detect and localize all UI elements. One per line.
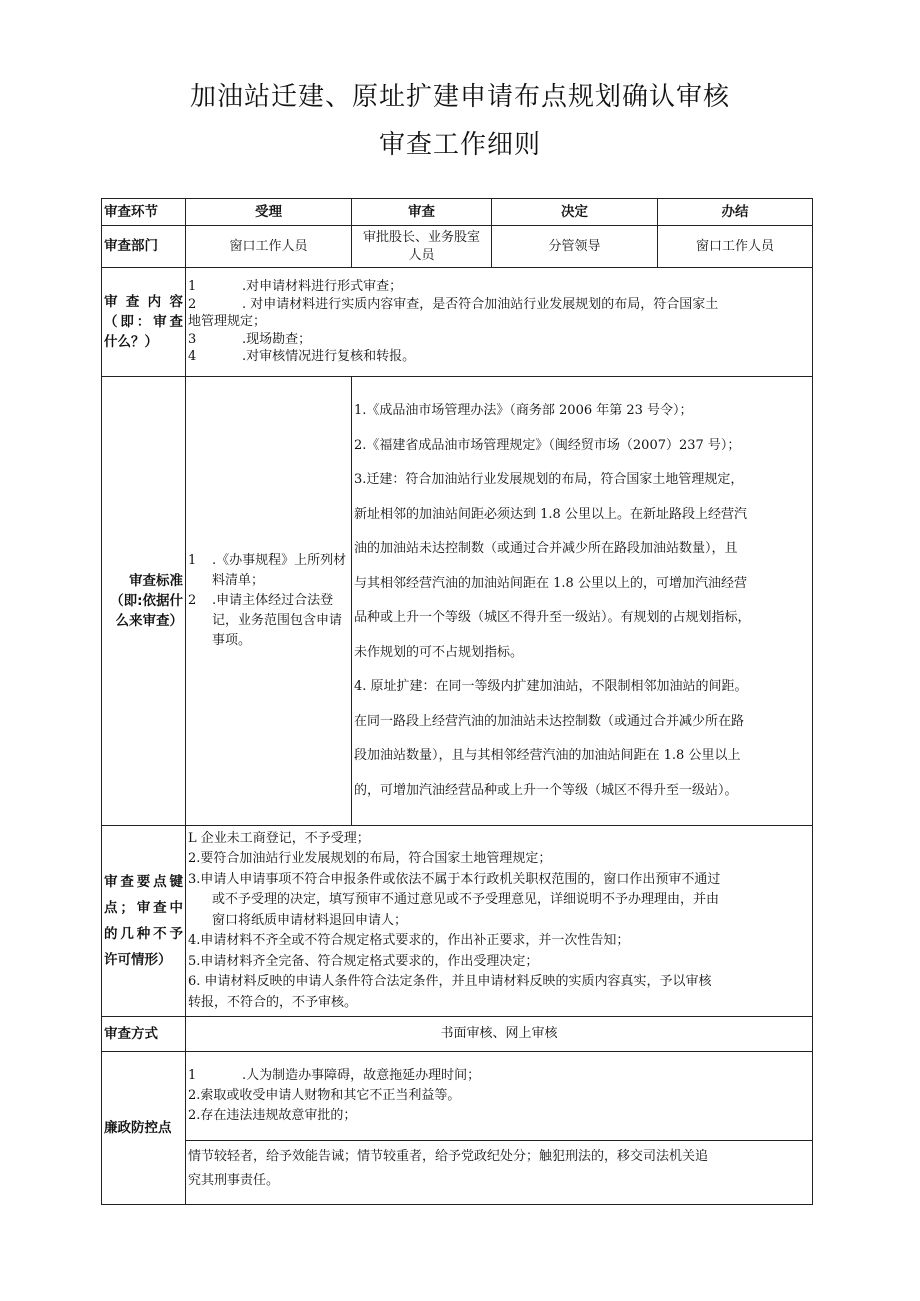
header-stage-label: 审查环节	[102, 199, 186, 226]
standard-label: 审查标准（即:依据什么来审查）	[102, 377, 186, 826]
content-item: 1 .对申请材料进行形式审查；	[188, 279, 403, 295]
keypoint-line: 5.申请材料齐全完备、符合规定格式要求的，作出受理决定；	[188, 953, 539, 969]
standard-left	[186, 377, 352, 826]
method-label: 审查方式	[102, 1017, 186, 1052]
standard-line: 4. 原址扩建：在同一等级内扩建加油站，不限制相邻加油站的间距。	[354, 679, 748, 694]
risk-line: 1 .人为制造办事障碍，故意拖延办理时间；	[188, 1068, 481, 1083]
standard-line: 品种或上升一个等级（城区不得升至一级站）。有规划的占规划指标，	[354, 610, 751, 625]
standard-line: 未作规划的可不占规划指标。	[354, 644, 524, 660]
keypoint-line: 窗口将纸质申请材料退回申请人；	[212, 912, 408, 928]
standard-line: 3.迁建：符合加油站行业发展规划的布局，符合国家土地管理规定，	[354, 472, 744, 487]
review-table	[101, 198, 813, 1205]
header-complete: 办结	[658, 199, 813, 226]
dept-label: 审查部门	[102, 226, 186, 268]
content-list	[186, 268, 813, 377]
header-decide: 决定	[492, 199, 658, 226]
risk-line: 2.存在违法违规故意审批的；	[188, 1108, 357, 1123]
keypoint-line: 2.要符合加油站行业发展规划的布局，符合国家土地管理规定；	[188, 851, 552, 867]
integrity-penalty	[186, 1141, 813, 1205]
content-item: 3 .现场勘查；	[188, 331, 312, 347]
keypoint-line: 或不予受理的决定，填写预审不通过意见或不予受理意见，详细说明不予办理理由，并由	[212, 892, 720, 908]
risk-line: 2.索取或收受申请人财物和其它不正当利益等。	[188, 1088, 461, 1103]
integrity-label: 廉政防控点	[102, 1052, 186, 1205]
penalty-line: 究其刑事责任。	[188, 1173, 280, 1188]
integrity-penalty-row	[102, 1141, 813, 1205]
content-item: 4 .对审核情况进行复核和转报。	[188, 349, 416, 365]
header-review: 审查	[352, 199, 492, 226]
dept-complete: 窗口工作人员	[658, 226, 813, 268]
method-row	[102, 1017, 813, 1052]
standard-line: 段加油站数量），且与其相邻经营汽油的加油站间距在 1.8 公里以上	[354, 748, 741, 763]
standard-line: 的，可增加汽油经营品种或上升一个等级（城区不得升至一级站）。	[354, 782, 738, 798]
integrity-risk-row	[102, 1052, 813, 1141]
header-row	[102, 199, 813, 226]
content-item: 2 . 对申请材料进行实质内容审查，是否符合加油站行业发展规划的布局，符合国家土	[188, 296, 719, 312]
standard-left-item: 2 .申请主体经过合法登记，业务范围包含申请事项。	[188, 593, 343, 648]
penalty-line: 情节较轻者，给予效能告诫；情节较重者，给予党政纪处分；触犯刑法的，移交司法机关追	[188, 1149, 709, 1164]
keypoint-line: 4.申请材料不齐全或不符合规定格式要求的，作出补正要求，并一次性告知；	[188, 933, 630, 949]
standard-line: 在同一路段上经营汽油的加油站未达控制数（或通过合并减少所在路	[354, 713, 745, 729]
keypoint-line: 3.申请人申请事项不符合申报条件或依法不属于本行政机关职权范围的，窗口作出预审不通过	[188, 871, 721, 887]
integrity-risks	[186, 1052, 813, 1141]
dept-row	[102, 226, 813, 268]
standard-line: 与其相邻经营汽油的加油站间距在 1.8 公里以上的，可增加汽油经营	[354, 575, 747, 591]
standard-line: 1.《成品油市场管理办法》（商务部 2006 年第 23 号令）；	[354, 403, 693, 418]
dept-decide: 分管领导	[492, 226, 658, 268]
standard-left-item: 1 .《办事规程》上所列材料清单；	[188, 553, 347, 588]
dept-accept: 窗口工作人员	[186, 226, 352, 268]
keypoint-line: L 企业未工商登记，不予受理；	[188, 830, 370, 846]
standard-line: 2.《福建省成品油市场管理规定》（闽经贸市场（2007）237 号）；	[354, 437, 741, 453]
method-value: 书面审核、网上审核	[186, 1017, 813, 1052]
header-accept: 受理	[186, 199, 352, 226]
keypoints-row	[102, 826, 813, 1017]
content-row	[102, 268, 813, 377]
standard-right	[352, 377, 813, 826]
standard-line: 油的加油站未达控制数（或通过合并减少所在路段加油站数量），且	[354, 541, 738, 556]
dept-review: 审批股长、业务股室人员	[352, 226, 492, 268]
standard-row	[102, 377, 813, 826]
document-title-line1: 加油站迁建、原址扩建申请布点规划确认审核	[189, 82, 730, 112]
content-item: 地管理规定；	[188, 314, 267, 330]
keypoint-line: 转报，不符合的，不予审核。	[188, 994, 358, 1010]
standard-line: 新址相邻的加油站间距必须达到 1.8 公里以上。在新址路段上经营汽	[354, 506, 747, 522]
content-label: 审查内容（即：审查什么？）	[102, 268, 186, 377]
keypoints-label: 审查要点键点；审查中的几种不予许可情形）	[102, 826, 186, 1017]
keypoint-line: 6. 申请材料反映的申请人条件符合法定条件，并且申请材料反映的实质内容真实，予以审核	[188, 974, 712, 990]
keypoints-list	[186, 826, 813, 1017]
document-title-line2: 审查工作细则	[378, 130, 541, 160]
